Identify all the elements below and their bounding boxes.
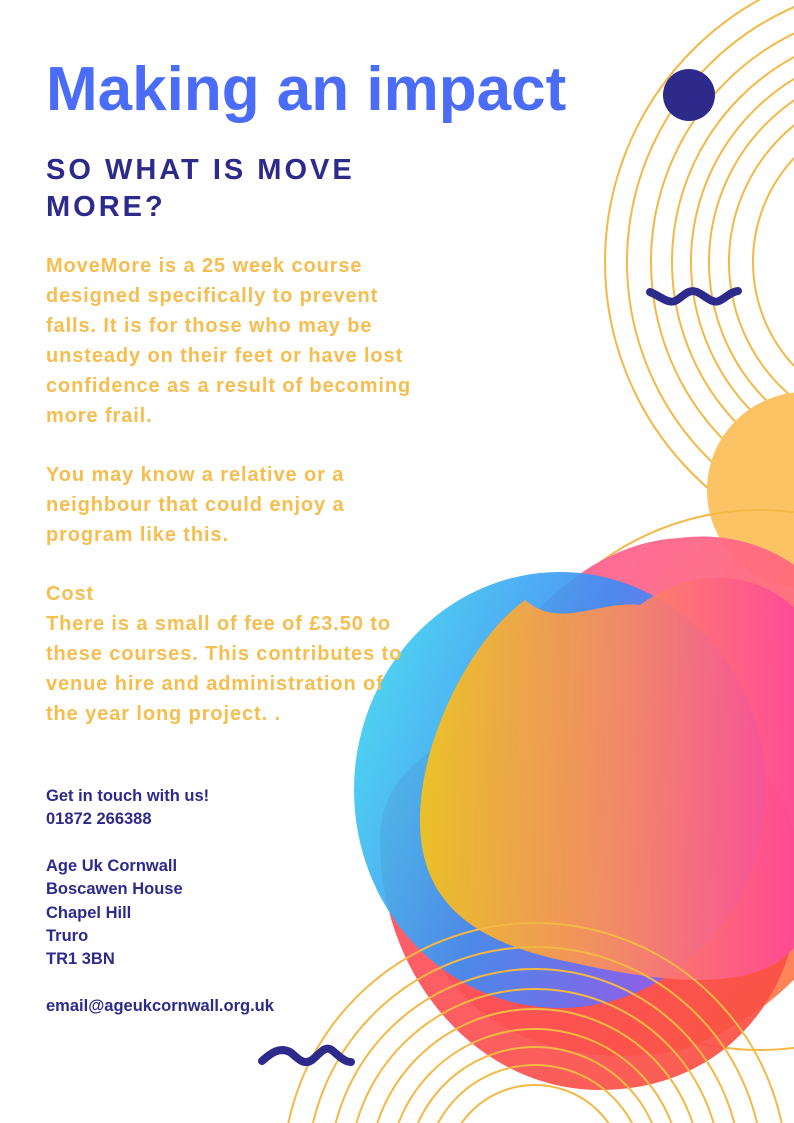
cost-heading: Cost: [46, 583, 95, 605]
section-heading: SO WHAT IS MOVE MORE?: [46, 154, 355, 223]
navy-dot-icon: [663, 69, 715, 121]
address-postcode: TR1 3BN: [46, 950, 115, 969]
intro-paragraph: MoveMore is a 25 week course designed specifically to prevent falls. It is for those who may be unsteady on their feet or have lost confidence as a result of becoming more frail.: [46, 255, 412, 427]
address-line-1: Boscawen House: [46, 880, 183, 899]
address-town: Truro: [46, 926, 89, 945]
organisation-name: Age Uk Cornwall: [46, 857, 178, 875]
phone-number[interactable]: 01872 266388: [46, 810, 152, 829]
address-block: [46, 855, 183, 971]
gradient-blobs-icon: [354, 537, 794, 1090]
audience-paragraph: You may know a relative or a neighbour that could enjoy a program like this.: [46, 464, 345, 546]
email-link[interactable]: email@ageukcornwall.org.uk: [46, 997, 274, 1015]
contact-cta: Get in touch with us!: [46, 787, 210, 805]
cost-paragraph: There is a small of fee of £3.50 to these courses. This contributes to venue hire and administration of the year long project. .: [46, 613, 403, 725]
email-block: [46, 995, 274, 1018]
page-title: Making an impact: [46, 55, 567, 124]
zigzag-bottom-icon: [262, 1049, 351, 1063]
contact-cta-block: [46, 785, 209, 832]
address-line-2: Chapel Hill: [46, 903, 132, 922]
